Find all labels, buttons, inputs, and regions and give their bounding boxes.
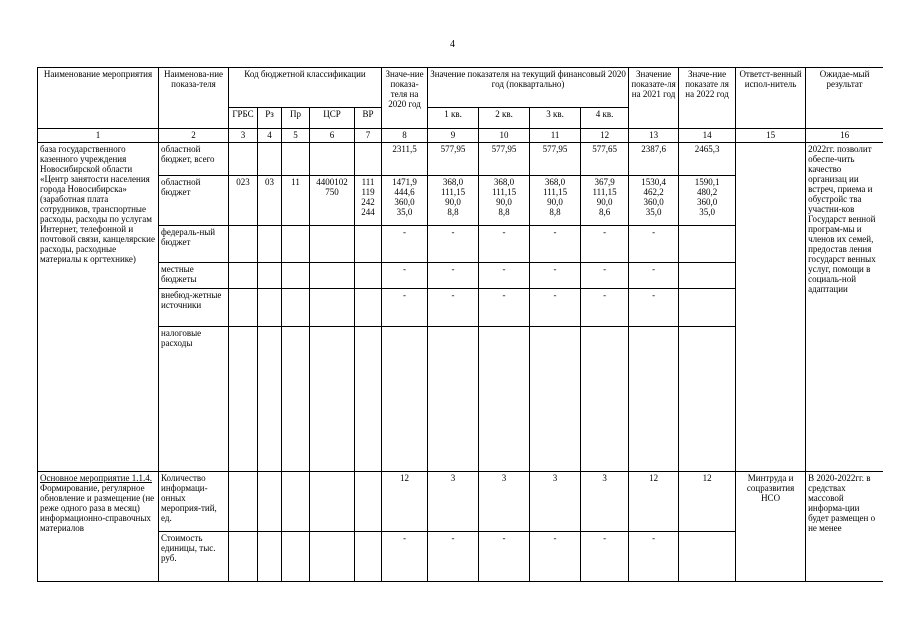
q3-cell: 577,95 — [530, 143, 581, 176]
measure-title: Основное мероприятие 1.1.4. — [40, 473, 152, 483]
vr-cell — [355, 226, 382, 263]
col-number: 13 — [629, 129, 679, 143]
q4-cell: - — [581, 532, 629, 582]
q1-cell: - — [428, 532, 479, 582]
indicator-cell: областной бюджет — [159, 176, 229, 226]
value-2021-cell: 1530,4 462,2 360,0 35,0 — [629, 176, 679, 226]
q1-cell: - — [428, 226, 479, 263]
rz-cell — [258, 143, 282, 176]
q3-cell: - — [530, 263, 581, 289]
pr-cell — [282, 289, 310, 327]
value-2020-cell — [382, 327, 428, 472]
grbs-cell — [229, 143, 258, 176]
value-2020-cell: 2311,5 — [382, 143, 428, 176]
expected-result-cell: В 2020-2022гг. в средствах массовой информа-ции будет размещен о не менее — [806, 472, 883, 582]
csr-cell — [310, 472, 355, 532]
q1-cell: 368,0 111,15 90,0 8,8 — [428, 176, 479, 226]
value-2020-cell: - — [382, 532, 428, 582]
column-number-row — [38, 129, 884, 143]
value-2020-cell: 1471,9 444,6 360,0 35,0 — [382, 176, 428, 226]
q2-cell: - — [479, 532, 530, 582]
vr-cell: 111 119 242 244 — [355, 176, 382, 226]
q4-cell: 3 — [581, 472, 629, 532]
pr-cell — [282, 472, 310, 532]
col-number: 1 — [38, 129, 159, 143]
value-2020-cell: - — [382, 226, 428, 263]
indicator-cell: внебюд-жетные источники — [159, 289, 229, 327]
indicator-cell: налоговые расходы — [159, 327, 229, 472]
value-2022-cell: 2465,3 — [679, 143, 736, 176]
q2-cell: 3 — [479, 472, 530, 532]
q3-cell: - — [530, 289, 581, 327]
header-q2: 2 кв. — [479, 108, 530, 129]
csr-cell: 4400102 750 — [310, 176, 355, 226]
q1-cell: 3 — [428, 472, 479, 532]
header-current-year: Значение показателя на текущий финансовый 2020 год (поквартально) — [428, 68, 629, 108]
q3-cell: 368,0 111,15 90,0 8,8 — [530, 176, 581, 226]
q4-cell: 367,9 111,15 90,0 8,6 — [581, 176, 629, 226]
q2-cell: - — [479, 263, 530, 289]
csr-cell — [310, 263, 355, 289]
responsible-cell: Минтруда и соцразвития НСО — [736, 472, 806, 582]
measure-name-cell: база государственного казенного учреждения Новосибирской области «Центр занятости населения города Новосибирска» (заработная плата сотрудников, транспортные расходы, расходы по услугам Интернет, телефонной и почтовой связи, канцелярские расходы, расходные материалы к оргтехнике) — [38, 143, 159, 472]
header-grbs: ГРБС — [229, 108, 258, 129]
q2-cell: 577,95 — [479, 143, 530, 176]
grbs-cell — [229, 472, 258, 532]
value-2022-cell — [679, 289, 736, 327]
rz-cell — [258, 532, 282, 582]
q2-cell: - — [479, 289, 530, 327]
header-value-2022: Значе-ние показате ля на 2022 год — [679, 68, 736, 129]
grbs-cell — [229, 327, 258, 472]
pr-cell — [282, 226, 310, 263]
expected-result-cell: 2022гг. позволит обеспе-чить качество организац ии встреч, приема и обустройс тва участни-ков Государст венной програм-мы и членов их семей, предостав ления государст венных услуг, помощи в социаль-ной адаптации — [806, 143, 883, 472]
program-table — [37, 67, 883, 582]
csr-cell — [310, 143, 355, 176]
measure-description: Формирование, регулярное обновление и размещение (не реже одного раза в месяц) информационно-справочных материалов — [40, 483, 155, 533]
header-responsible: Ответст-венный испол-нитель — [736, 68, 806, 129]
header-value-2020: Значе-ние показа-теля на 2020 год — [382, 68, 428, 129]
header-row-1 — [38, 68, 884, 108]
grbs-cell — [229, 226, 258, 263]
col-number: 2 — [159, 129, 229, 143]
value-2020-cell: - — [382, 263, 428, 289]
q4-cell: - — [581, 226, 629, 263]
q3-cell: 3 — [530, 472, 581, 532]
header-csr: ЦСР — [310, 108, 355, 129]
value-2022-cell — [679, 327, 736, 472]
header-expected-result: Ожидае-мый результат — [806, 68, 883, 129]
value-2021-cell: - — [629, 532, 679, 582]
value-2021-cell: 2387,6 — [629, 143, 679, 176]
value-2022-cell: 1590,1 480,2 360,0 35,0 — [679, 176, 736, 226]
csr-cell — [310, 532, 355, 582]
q1-cell: - — [428, 263, 479, 289]
col-number: 6 — [310, 129, 355, 143]
table-row — [38, 472, 884, 532]
indicator-cell: федераль-ный бюджет — [159, 226, 229, 263]
col-number: 7 — [355, 129, 382, 143]
pr-cell — [282, 327, 310, 472]
indicator-cell: Количество информаци-онных мероприя-тий, ед. — [159, 472, 229, 532]
q2-cell: 368,0 111,15 90,0 8,8 — [479, 176, 530, 226]
rz-cell — [258, 289, 282, 327]
rz-cell — [258, 226, 282, 263]
value-2020-cell: - — [382, 289, 428, 327]
q3-cell: - — [530, 226, 581, 263]
table-row — [38, 143, 884, 176]
value-2021-cell: 12 — [629, 472, 679, 532]
measure-name-cell — [38, 472, 159, 582]
vr-cell — [355, 472, 382, 532]
q4-cell: 577,65 — [581, 143, 629, 176]
col-number: 11 — [530, 129, 581, 143]
csr-cell — [310, 226, 355, 263]
q2-cell — [479, 327, 530, 472]
value-2021-cell: - — [629, 263, 679, 289]
csr-cell — [310, 289, 355, 327]
grbs-cell — [229, 263, 258, 289]
col-number: 8 — [382, 129, 428, 143]
col-number: 15 — [736, 129, 806, 143]
responsible-cell — [736, 143, 806, 472]
header-pr: Пр — [282, 108, 310, 129]
indicator-cell: местные бюджеты — [159, 263, 229, 289]
page-number: 4 — [450, 39, 455, 50]
q4-cell: - — [581, 263, 629, 289]
header-vr: ВР — [355, 108, 382, 129]
grbs-cell — [229, 532, 258, 582]
col-number: 14 — [679, 129, 736, 143]
header-budget-code: Код бюджетной классификации — [229, 68, 382, 108]
col-number: 12 — [581, 129, 629, 143]
pr-cell: 11 — [282, 176, 310, 226]
col-number: 16 — [806, 129, 883, 143]
header-measure-name: Наименование мероприятия — [38, 68, 159, 129]
pr-cell — [282, 263, 310, 289]
q4-cell: - — [581, 289, 629, 327]
vr-cell — [355, 327, 382, 472]
col-number: 10 — [479, 129, 530, 143]
header-indicator-name: Наименова-ние показа-теля — [159, 68, 229, 129]
indicator-cell: областной бюджет, всего — [159, 143, 229, 176]
col-number: 4 — [258, 129, 282, 143]
vr-cell — [355, 143, 382, 176]
value-2022-cell: 12 — [679, 472, 736, 532]
header-rz: Рз — [258, 108, 282, 129]
vr-cell — [355, 263, 382, 289]
grbs-cell — [229, 289, 258, 327]
col-number: 3 — [229, 129, 258, 143]
value-2022-cell — [679, 263, 736, 289]
col-number: 9 — [428, 129, 479, 143]
q4-cell — [581, 327, 629, 472]
q1-cell: - — [428, 289, 479, 327]
col-number: 5 — [282, 129, 310, 143]
vr-cell — [355, 289, 382, 327]
rz-cell — [258, 263, 282, 289]
grbs-cell: 023 — [229, 176, 258, 226]
vr-cell — [355, 532, 382, 582]
q3-cell — [530, 327, 581, 472]
value-2022-cell — [679, 226, 736, 263]
rz-cell: 03 — [258, 176, 282, 226]
header-q4: 4 кв. — [581, 108, 629, 129]
value-2021-cell: - — [629, 226, 679, 263]
header-q3: 3 кв. — [530, 108, 581, 129]
q2-cell: - — [479, 226, 530, 263]
value-2021-cell: - — [629, 289, 679, 327]
value-2020-cell: 12 — [382, 472, 428, 532]
rz-cell — [258, 472, 282, 532]
value-2022-cell — [679, 532, 736, 582]
rz-cell — [258, 327, 282, 472]
program-table-wrapper — [37, 67, 883, 592]
q1-cell: 577,95 — [428, 143, 479, 176]
pr-cell — [282, 532, 310, 582]
csr-cell — [310, 327, 355, 472]
q3-cell: - — [530, 532, 581, 582]
pr-cell — [282, 143, 310, 176]
header-q1: 1 кв. — [428, 108, 479, 129]
indicator-cell: Стоимость единицы, тыс. руб. — [159, 532, 229, 582]
value-2021-cell — [629, 327, 679, 472]
header-value-2021: Значение показате-ля на 2021 год — [629, 68, 679, 129]
q1-cell — [428, 327, 479, 472]
